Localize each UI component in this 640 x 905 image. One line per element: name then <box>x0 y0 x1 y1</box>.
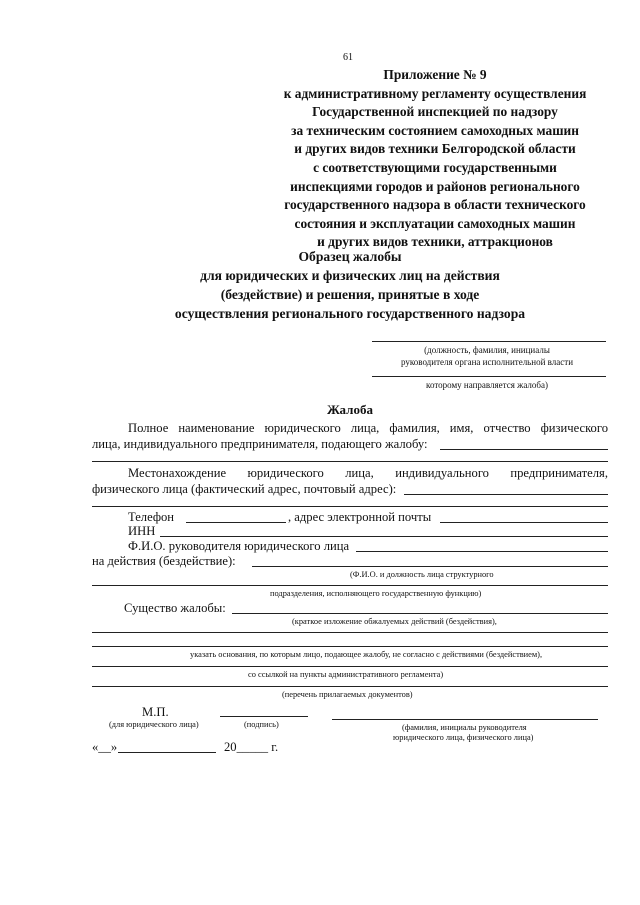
full-name-text-2: лица, индивидуального предпринимателя, подающего жалобу: <box>92 437 428 451</box>
actions-field[interactable] <box>252 566 608 567</box>
essence-caption: (краткое изложение обжалуемых действий (бездействия), <box>292 617 497 626</box>
appendix-line: и других видов техники Белгородской области <box>294 141 576 157</box>
actions-caption: (Ф.И.О. и должность лица структурного <box>350 570 494 579</box>
date-year: 20_____ г. <box>224 740 279 754</box>
location-field[interactable] <box>404 494 608 495</box>
addressee-caption-line: (должность, фамилия, инициалы <box>424 345 550 355</box>
actions-caption-2: подразделения, исполняющего государственную функцию) <box>270 589 482 598</box>
essence-caption-2: указать основания, по которым лицо, подающее жалобу, не согласно с действиями (бездействием), <box>190 650 543 659</box>
location-text: Местонахождение юридического лица, индивидуального предпринимателя, <box>128 466 608 480</box>
appendix-line: за техническим состоянием самоходных машин <box>291 122 579 138</box>
sample-title-line: для юридических и физических лиц на действия <box>200 268 500 283</box>
addressee-caption-line: руководителя органа исполнительной власти <box>400 357 574 367</box>
addressee-caption-2: которому направляется жалоба) <box>426 380 548 390</box>
actions-label: на действия (бездействие): <box>92 554 236 568</box>
appendix-line: с соответствующими государственными <box>313 159 557 175</box>
director-field[interactable] <box>356 551 608 552</box>
sample-title-line: осуществления регионального государственного надзора <box>174 306 526 321</box>
phone-field[interactable] <box>186 522 286 523</box>
addressee-caption <box>362 344 612 368</box>
name-field[interactable] <box>332 719 598 720</box>
essence-label: Существо жалобы: <box>124 601 226 615</box>
date-month-field[interactable] <box>118 752 216 753</box>
essence-caption-3: со ссылкой на пункты административного регламента) <box>248 670 444 679</box>
complaint-title: Жалоба <box>327 402 373 417</box>
actions-field-2[interactable] <box>92 585 608 586</box>
stamp-caption: (для юридического лица) <box>109 720 199 729</box>
essence-field[interactable] <box>232 613 608 614</box>
stamp-label: М.П. <box>142 705 169 719</box>
inn-label: ИНН <box>128 524 156 538</box>
appendix-line: к административному регламенту осуществления <box>283 85 587 101</box>
appendix-line: государственного надзора в области технического <box>284 197 586 213</box>
full-name-field[interactable] <box>440 449 608 450</box>
email-field[interactable] <box>440 522 608 523</box>
name-caption-2: юридического лица, физического лица) <box>393 733 534 742</box>
email-label: , адрес электронной почты <box>288 510 432 524</box>
location-text-2: физического лица (фактический адрес, почтовый адрес): <box>92 482 397 496</box>
phone-label: Телефон <box>128 510 175 524</box>
addressee-line-2 <box>372 376 606 377</box>
page-number: 61 <box>343 52 353 63</box>
essence-field-2[interactable] <box>92 632 608 633</box>
date-day: «__» <box>92 740 118 754</box>
appendix-line: и других видов техники, аттракционов <box>317 234 553 250</box>
signature-caption: (подпись) <box>244 720 279 729</box>
essence-field-3[interactable] <box>92 646 608 647</box>
appendix-line: состояния и эксплуатации самоходных машин <box>294 215 576 231</box>
full-name-field-2[interactable] <box>92 461 608 462</box>
full-name-text: Полное наименование юридического лица, фамилия, имя, отчество физического <box>128 421 608 435</box>
addressee-line-1 <box>372 341 606 342</box>
documents-caption: (перечень прилагаемых документов) <box>282 690 413 699</box>
sample-title <box>130 247 570 323</box>
sample-title-line: Образец жалобы <box>298 249 402 264</box>
appendix-header <box>250 66 620 252</box>
essence-field-4[interactable] <box>92 666 608 667</box>
signature-field[interactable] <box>220 716 308 717</box>
sample-title-line: (бездействие) и решения, принятые в ходе <box>220 287 480 302</box>
inn-field[interactable] <box>160 536 608 537</box>
appendix-line: Приложение № 9 <box>383 67 487 82</box>
appendix-line: Государственной инспекцией по надзору <box>312 104 558 120</box>
location-field-2[interactable] <box>92 506 608 507</box>
appendix-line: инспекциями городов и районов регионального <box>290 178 580 194</box>
name-caption: (фамилия, инициалы руководителя <box>402 723 527 732</box>
director-label: Ф.И.О. руководителя юридического лица <box>128 539 350 553</box>
documents-field[interactable] <box>92 686 608 687</box>
